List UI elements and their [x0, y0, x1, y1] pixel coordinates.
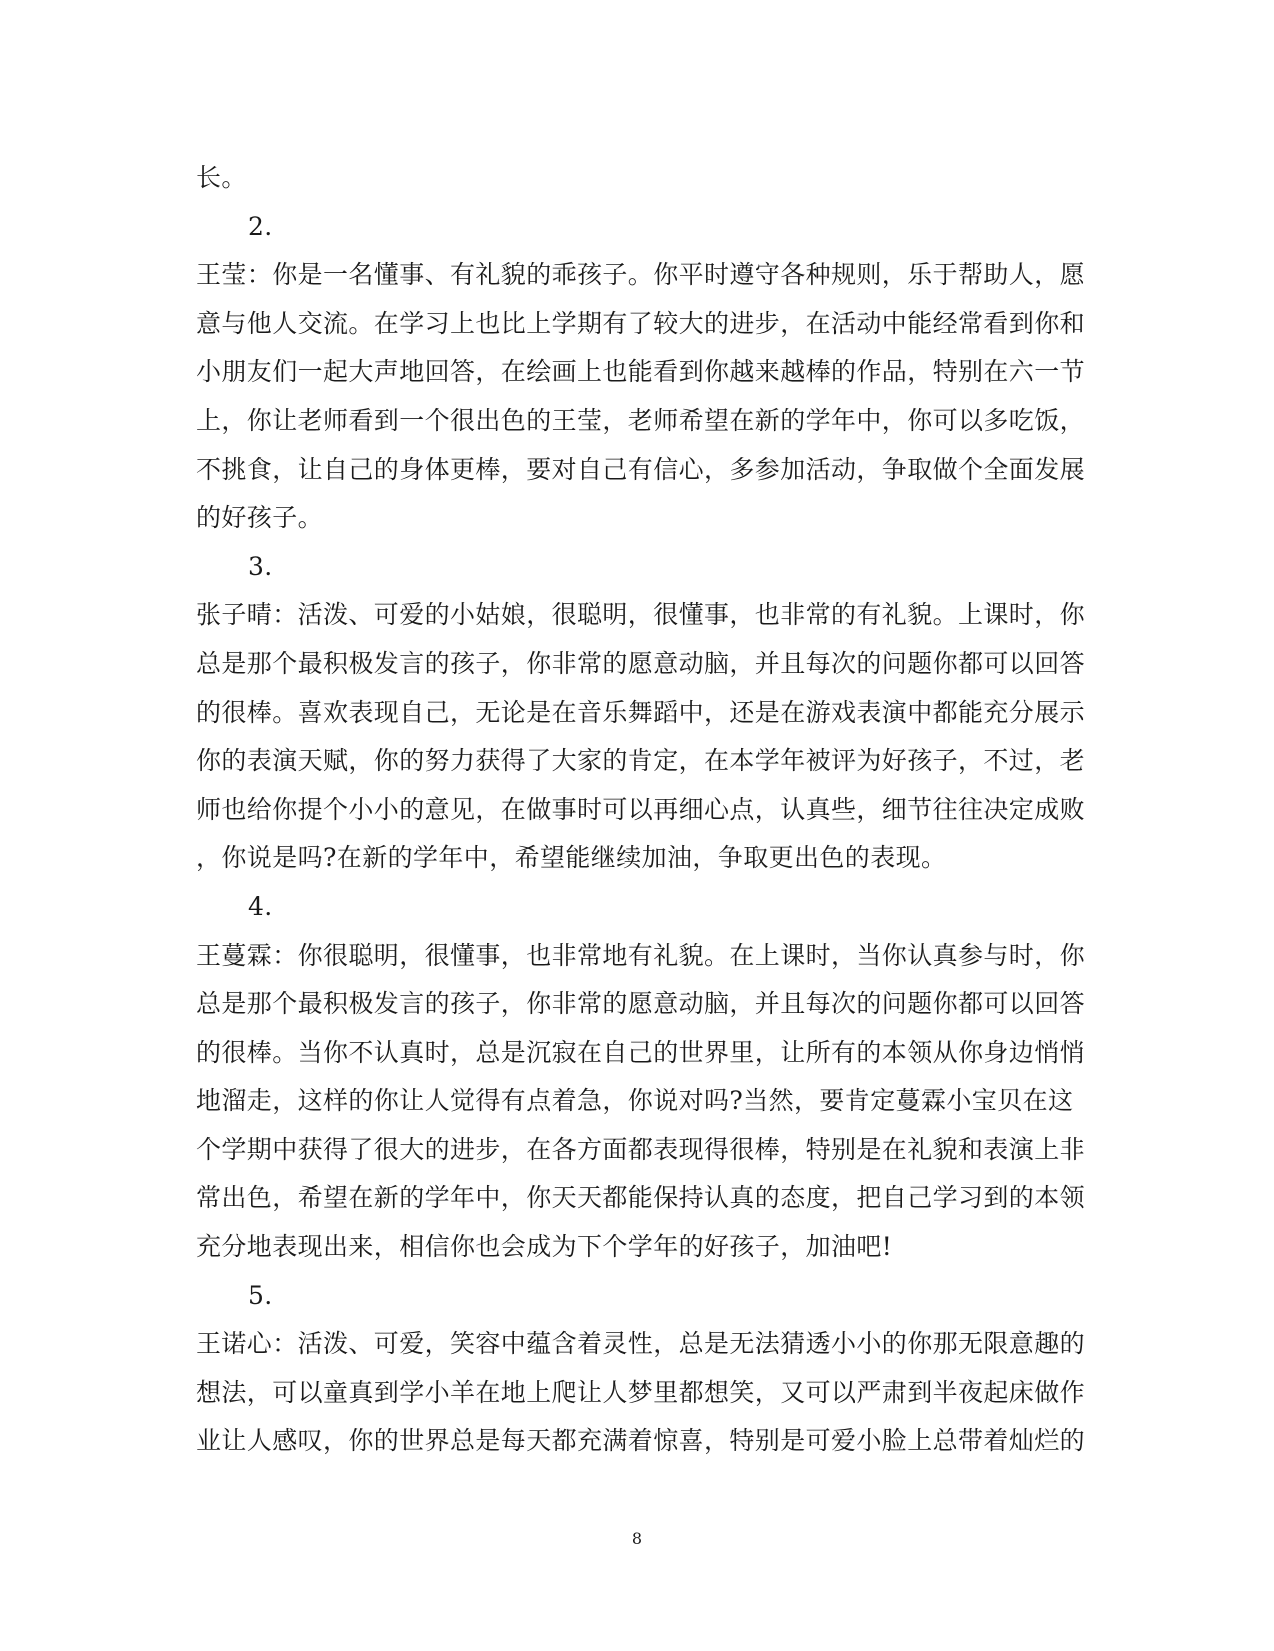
text-line: 小朋友们一起大声地回答，在绘画上也能看到你越来越棒的作品，特别在六一节: [196, 357, 1086, 387]
item-number: 2.: [248, 211, 273, 241]
item-number: 4.: [248, 891, 273, 921]
text-line: 总是那个最积极发言的孩子，你非常的愿意动脑，并且每次的问题你都可以回答: [196, 989, 1086, 1019]
text-line: 王蔓霖：你很聪明，很懂事，也非常地有礼貌。在上课时，当你认真参与时，你: [196, 940, 1086, 970]
text-line: ，你说是吗?在新的学年中，希望能继续加油，争取更出色的表现。: [196, 843, 947, 873]
item-number: 3.: [248, 551, 273, 581]
text-line: 的很棒。喜欢表现自己，无论是在音乐舞蹈中，还是在游戏表演中都能充分展示: [196, 697, 1086, 727]
text-line: 充分地表现出来，相信你也会成为下个学年的好孩子，加油吧!: [196, 1232, 893, 1262]
page-number: 8: [631, 1529, 643, 1548]
text-line: 业让人感叹，你的世界总是每天都充满着惊喜，特别是可爱小脸上总带着灿烂的: [196, 1426, 1086, 1456]
text-line: 个学期中获得了很大的进步，在各方面都表现得很棒，特别是在礼貌和表演上非: [196, 1134, 1086, 1164]
body-text: [196, 154, 1086, 1466]
text-line: 张子晴：活泼、可爱的小姑娘，很聪明，很懂事，也非常的有礼貌。上课时，你: [196, 600, 1086, 630]
item-number: 5.: [248, 1280, 273, 1310]
text-line: 师也给你提个小小的意见，在做事时可以再细心点，认真些，细节往往决定成败: [196, 794, 1086, 824]
text-line: 总是那个最积极发言的孩子，你非常的愿意动脑，并且每次的问题你都可以回答: [196, 648, 1086, 678]
text-line: 的好孩子。: [196, 503, 324, 533]
text-line: 上，你让老师看到一个很出色的王莹，老师希望在新的学年中，你可以多吃饭，: [196, 405, 1086, 435]
text-line: 你的表演天赋，你的努力获得了大家的肯定，在本学年被评为好孩子，不过，老: [196, 746, 1086, 776]
text-line: 王莹：你是一名懂事、有礼貌的乖孩子。你平时遵守各种规则，乐于帮助人，愿: [196, 260, 1086, 290]
text-line: 想法，可以童真到学小羊在地上爬让人梦里都想笑，又可以严肃到半夜起床做作: [196, 1377, 1086, 1407]
text-line: 长。: [196, 163, 247, 192]
text-line: 地溜走，这样的你让人觉得有点着急，你说对吗?当然，要肯定蔓霖小宝贝在这: [196, 1086, 1074, 1116]
text-line: 不挑食，让自己的身体更棒，要对自己有信心，多参加活动，争取做个全面发展: [196, 454, 1086, 484]
text-line: 王诺心：活泼、可爱，笑容中蕴含着灵性，总是无法猜透小小的你那无限意趣的: [196, 1329, 1086, 1359]
text-line: 常出色，希望在新的学年中，你天天都能保持认真的态度，把自己学习到的本领: [196, 1183, 1086, 1213]
text-line: 的很棒。当你不认真时，总是沉寂在自己的世界里，让所有的本领从你身边悄悄: [196, 1037, 1086, 1067]
text-line: 意与他人交流。在学习上也比上学期有了较大的进步，在活动中能经常看到你和: [196, 308, 1086, 338]
